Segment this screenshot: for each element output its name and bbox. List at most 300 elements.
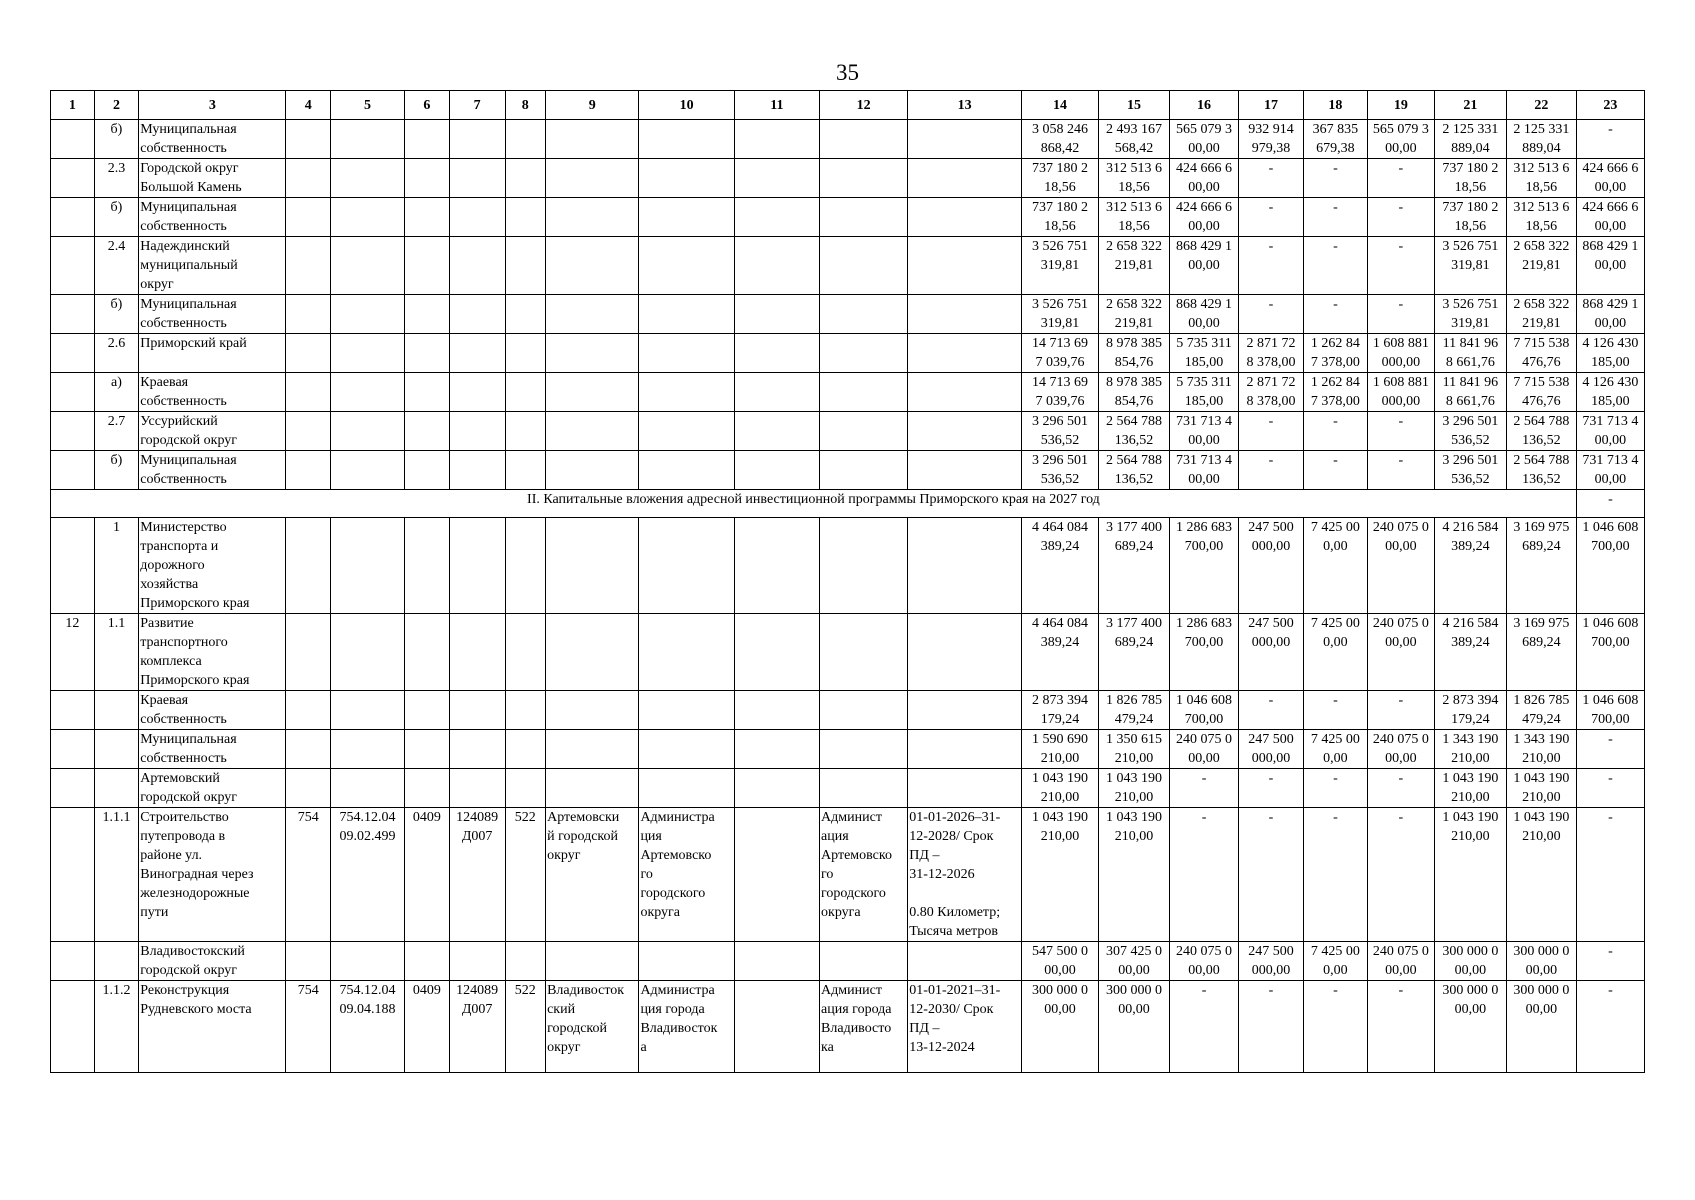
amount-cell: 1 262 84 7 378,00 — [1303, 334, 1367, 373]
code-cell: 124089 Д007 — [449, 808, 505, 942]
developer-cell: Админист ация города Владивосто ка — [820, 981, 908, 1073]
empty-cell — [734, 769, 819, 808]
code-cell — [286, 614, 331, 691]
amount-cell: - — [1303, 808, 1367, 942]
table-row — [51, 808, 1645, 942]
code-cell: 124089 Д007 — [449, 981, 505, 1073]
empty-cell — [405, 373, 450, 412]
empty-cell — [449, 198, 505, 237]
section-row — [51, 490, 1645, 518]
row-name-cell: Городской округ Большой Камень — [139, 159, 286, 198]
amount-cell: 5 735 311 185,00 — [1170, 334, 1239, 373]
amount-cell: 2 564 788 136,52 — [1506, 412, 1576, 451]
table-row — [51, 237, 1645, 295]
empty-cell — [639, 412, 734, 451]
table-row — [51, 412, 1645, 451]
amount-cell: 2 658 322 219,81 — [1506, 295, 1576, 334]
column-header: 9 — [546, 91, 639, 120]
amount-cell: 300 000 0 00,00 — [1434, 981, 1506, 1073]
amount-cell: - — [1303, 412, 1367, 451]
code-cell — [331, 769, 405, 808]
code-cell — [331, 614, 405, 691]
amount-cell: 1 608 881 000,00 — [1367, 373, 1434, 412]
empty-cell — [449, 159, 505, 198]
amount-cell: - — [1576, 769, 1644, 808]
amount-cell: 14 713 69 7 039,76 — [1021, 373, 1098, 412]
amount-cell: - — [1239, 198, 1304, 237]
column-header: 23 — [1576, 91, 1644, 120]
municipality-cell — [546, 691, 639, 730]
column-header: 3 — [139, 91, 286, 120]
table-row — [51, 295, 1645, 334]
row-index-cell — [51, 295, 95, 334]
amount-cell: 424 666 6 00,00 — [1576, 159, 1644, 198]
amount-cell: - — [1239, 981, 1304, 1073]
amount-cell: - — [1239, 691, 1304, 730]
row-name-cell: Краевая собственность — [139, 691, 286, 730]
amount-cell: 300 000 0 00,00 — [1506, 942, 1576, 981]
amount-cell: 4 464 084 389,24 — [1021, 518, 1098, 614]
empty-cell — [405, 120, 450, 159]
amount-cell: - — [1576, 120, 1644, 159]
amount-cell: 868 429 1 00,00 — [1576, 295, 1644, 334]
empty-cell — [639, 451, 734, 490]
amount-cell: 247 500 000,00 — [1239, 518, 1304, 614]
column-header: 7 — [449, 91, 505, 120]
empty-cell — [639, 237, 734, 295]
amount-cell: 868 429 1 00,00 — [1170, 295, 1239, 334]
empty-cell — [505, 334, 546, 373]
term-cell — [908, 942, 1022, 981]
amount-cell: 3 526 751 319,81 — [1434, 295, 1506, 334]
code-cell — [286, 942, 331, 981]
customer-cell — [639, 769, 734, 808]
amount-cell: 1 043 190 210,00 — [1506, 769, 1576, 808]
amount-cell: 868 429 1 00,00 — [1576, 237, 1644, 295]
empty-cell — [405, 295, 450, 334]
empty-cell — [449, 334, 505, 373]
amount-cell: 300 000 0 00,00 — [1021, 981, 1098, 1073]
amount-cell: - — [1576, 730, 1644, 769]
table-row — [51, 373, 1645, 412]
empty-cell — [546, 295, 639, 334]
empty-cell — [405, 334, 450, 373]
amount-cell: - — [1367, 412, 1434, 451]
code-cell — [331, 518, 405, 614]
amount-cell: 1 046 608 700,00 — [1576, 614, 1644, 691]
amount-cell: - — [1367, 295, 1434, 334]
empty-cell — [734, 373, 819, 412]
amount-cell: 312 513 6 18,56 — [1506, 159, 1576, 198]
customer-cell — [639, 518, 734, 614]
code-cell — [505, 942, 546, 981]
row-number-cell — [94, 691, 139, 730]
row-index-cell — [51, 451, 95, 490]
empty-cell — [908, 120, 1022, 159]
empty-cell — [505, 451, 546, 490]
table-row — [51, 159, 1645, 198]
empty-cell — [734, 691, 819, 730]
amount-cell: - — [1303, 295, 1367, 334]
code-cell — [505, 691, 546, 730]
customer-cell — [639, 730, 734, 769]
empty-cell — [286, 451, 331, 490]
code-cell: 754 — [286, 981, 331, 1073]
column-header: 14 — [1021, 91, 1098, 120]
amount-cell: 731 713 4 00,00 — [1170, 412, 1239, 451]
code-cell: 522 — [505, 981, 546, 1073]
row-index-cell — [51, 373, 95, 412]
amount-cell: 312 513 6 18,56 — [1099, 159, 1170, 198]
table-row — [51, 451, 1645, 490]
row-number-cell: 2.6 — [94, 334, 139, 373]
amount-cell: - — [1576, 981, 1644, 1073]
empty-cell — [505, 295, 546, 334]
empty-cell — [820, 120, 908, 159]
empty-cell — [449, 451, 505, 490]
amount-cell: - — [1367, 981, 1434, 1073]
code-cell — [405, 691, 450, 730]
empty-cell — [449, 237, 505, 295]
developer-cell — [820, 691, 908, 730]
amount-cell: 240 075 0 00,00 — [1367, 942, 1434, 981]
amount-cell: 731 713 4 00,00 — [1576, 451, 1644, 490]
empty-cell — [286, 373, 331, 412]
amount-cell: 2 658 322 219,81 — [1506, 237, 1576, 295]
amount-cell: 1 350 615 210,00 — [1099, 730, 1170, 769]
amount-cell: 1 046 608 700,00 — [1576, 518, 1644, 614]
column-header: 1 — [51, 91, 95, 120]
code-cell — [505, 730, 546, 769]
amount-cell: 3 058 246 868,42 — [1021, 120, 1098, 159]
column-header: 11 — [734, 91, 819, 120]
code-cell — [405, 518, 450, 614]
amount-cell: 8 978 385 854,76 — [1099, 334, 1170, 373]
code-cell — [286, 730, 331, 769]
empty-cell — [331, 334, 405, 373]
row-index-cell — [51, 730, 95, 769]
column-header: 16 — [1170, 91, 1239, 120]
empty-cell — [505, 412, 546, 451]
amount-cell: 737 180 2 18,56 — [1434, 198, 1506, 237]
code-cell — [449, 518, 505, 614]
column-header: 21 — [1434, 91, 1506, 120]
amount-cell: 2 564 788 136,52 — [1099, 451, 1170, 490]
column-header: 2 — [94, 91, 139, 120]
amount-cell: - — [1576, 942, 1644, 981]
row-index-cell — [51, 981, 95, 1073]
empty-cell — [908, 159, 1022, 198]
amount-cell: 5 735 311 185,00 — [1170, 373, 1239, 412]
code-cell: 522 — [505, 808, 546, 942]
amount-cell: 2 125 331 889,04 — [1434, 120, 1506, 159]
amount-cell: 1 343 190 210,00 — [1506, 730, 1576, 769]
amount-cell: 2 493 167 568,42 — [1099, 120, 1170, 159]
empty-cell — [286, 237, 331, 295]
row-name-cell: Муниципальная собственность — [139, 198, 286, 237]
empty-cell — [639, 334, 734, 373]
empty-cell — [734, 518, 819, 614]
table-row — [51, 769, 1645, 808]
code-cell — [405, 769, 450, 808]
row-name-cell: Артемовский городской округ — [139, 769, 286, 808]
empty-cell — [734, 159, 819, 198]
municipality-cell: Артемовски й городской округ — [546, 808, 639, 942]
investment-table — [50, 90, 1645, 1073]
empty-cell — [546, 198, 639, 237]
column-header: 22 — [1506, 91, 1576, 120]
amount-cell: 247 500 000,00 — [1239, 730, 1304, 769]
municipality-cell — [546, 942, 639, 981]
column-header: 17 — [1239, 91, 1304, 120]
amount-cell: 2 564 788 136,52 — [1506, 451, 1576, 490]
amount-cell: - — [1367, 237, 1434, 295]
code-cell — [449, 730, 505, 769]
empty-cell — [734, 981, 819, 1073]
row-number-cell: 1 — [94, 518, 139, 614]
amount-cell: - — [1239, 295, 1304, 334]
amount-cell: - — [1367, 691, 1434, 730]
empty-cell — [505, 120, 546, 159]
empty-cell — [734, 334, 819, 373]
amount-cell: 307 425 0 00,00 — [1099, 942, 1170, 981]
empty-cell — [449, 373, 505, 412]
code-cell — [286, 769, 331, 808]
row-index-cell — [51, 120, 95, 159]
term-cell: 01-01-2026–31- 12-2028/ Срок ПД – 31-12-2026 0.80 Километр; Тысяча метров — [908, 808, 1022, 942]
empty-cell — [405, 159, 450, 198]
municipality-cell: Владивосток ский городской округ — [546, 981, 639, 1073]
municipality-cell — [546, 518, 639, 614]
table-row — [51, 730, 1645, 769]
code-cell — [405, 730, 450, 769]
amount-cell: 3 296 501 536,52 — [1434, 412, 1506, 451]
empty-cell — [331, 198, 405, 237]
amount-cell: 3 169 975 689,24 — [1506, 614, 1576, 691]
row-number-cell: 1.1.2 — [94, 981, 139, 1073]
customer-cell: Администра ция Артемовско го городского округа — [639, 808, 734, 942]
code-cell — [449, 614, 505, 691]
section-title: II. Капитальные вложения адресной инвестиционной программы Приморского края на 2027 год — [51, 490, 1577, 518]
empty-cell — [505, 159, 546, 198]
empty-cell — [639, 373, 734, 412]
amount-cell: 7 425 00 0,00 — [1303, 942, 1367, 981]
table-row — [51, 518, 1645, 614]
amount-cell: 2 658 322 219,81 — [1099, 295, 1170, 334]
term-cell — [908, 518, 1022, 614]
row-number-cell: 1.1.1 — [94, 808, 139, 942]
amount-cell: 424 666 6 00,00 — [1170, 198, 1239, 237]
row-number-cell — [94, 769, 139, 808]
amount-cell: 4 464 084 389,24 — [1021, 614, 1098, 691]
row-index-cell — [51, 198, 95, 237]
table-row — [51, 981, 1645, 1073]
code-cell: 0409 — [405, 981, 450, 1073]
code-cell: 754.12.04 09.04.188 — [331, 981, 405, 1073]
amount-cell: 1 826 785 479,24 — [1506, 691, 1576, 730]
amount-cell: 2 871 72 8 378,00 — [1239, 334, 1304, 373]
amount-cell: 7 715 538 476,76 — [1506, 334, 1576, 373]
row-name-cell: Муниципальная собственность — [139, 730, 286, 769]
table-row — [51, 942, 1645, 981]
empty-cell — [546, 120, 639, 159]
empty-cell — [546, 334, 639, 373]
amount-cell: 737 180 2 18,56 — [1021, 198, 1098, 237]
page-number: 35 — [836, 60, 859, 85]
row-index-cell — [51, 412, 95, 451]
empty-cell — [820, 334, 908, 373]
empty-cell — [908, 412, 1022, 451]
empty-cell — [449, 120, 505, 159]
amount-cell: - — [1239, 769, 1304, 808]
empty-cell — [820, 451, 908, 490]
amount-cell: 737 180 2 18,56 — [1434, 159, 1506, 198]
row-name-cell: Развитие транспортного комплекса Приморского края — [139, 614, 286, 691]
empty-cell — [546, 451, 639, 490]
row-number-cell — [94, 730, 139, 769]
amount-cell: 7 425 00 0,00 — [1303, 518, 1367, 614]
code-cell: 0409 — [405, 808, 450, 942]
amount-cell: 4 126 430 185,00 — [1576, 373, 1644, 412]
amount-cell: 731 713 4 00,00 — [1576, 412, 1644, 451]
customer-cell: Администра ция города Владивосток а — [639, 981, 734, 1073]
code-cell — [331, 691, 405, 730]
amount-cell: 2 873 394 179,24 — [1021, 691, 1098, 730]
amount-cell: 1 046 608 700,00 — [1576, 691, 1644, 730]
amount-cell: 3 177 400 689,24 — [1099, 614, 1170, 691]
row-index-cell — [51, 159, 95, 198]
code-cell — [286, 518, 331, 614]
row-number-cell: 2.3 — [94, 159, 139, 198]
code-cell: 754 — [286, 808, 331, 942]
empty-cell — [734, 808, 819, 942]
amount-cell: - — [1303, 981, 1367, 1073]
amount-cell: 3 296 501 536,52 — [1021, 412, 1098, 451]
row-index-cell — [51, 769, 95, 808]
empty-cell — [286, 120, 331, 159]
empty-cell — [639, 198, 734, 237]
code-cell — [331, 942, 405, 981]
code-cell — [331, 730, 405, 769]
term-cell — [908, 614, 1022, 691]
amount-cell: 1 043 190 210,00 — [1021, 769, 1098, 808]
empty-cell — [449, 412, 505, 451]
empty-cell — [908, 295, 1022, 334]
column-header: 18 — [1303, 91, 1367, 120]
empty-cell — [286, 198, 331, 237]
code-cell — [405, 942, 450, 981]
amount-cell: 240 075 0 00,00 — [1367, 518, 1434, 614]
empty-cell — [286, 334, 331, 373]
empty-cell — [546, 159, 639, 198]
amount-cell: 1 286 683 700,00 — [1170, 614, 1239, 691]
amount-cell: 565 079 3 00,00 — [1170, 120, 1239, 159]
amount-cell: 7 425 00 0,00 — [1303, 614, 1367, 691]
customer-cell — [639, 942, 734, 981]
row-index-cell — [51, 518, 95, 614]
empty-cell — [820, 237, 908, 295]
amount-cell: - — [1367, 808, 1434, 942]
amount-cell: - — [1239, 159, 1304, 198]
row-number-cell: а) — [94, 373, 139, 412]
row-name-cell: Краевая собственность — [139, 373, 286, 412]
amount-cell: - — [1367, 198, 1434, 237]
amount-cell: 7 425 00 0,00 — [1303, 730, 1367, 769]
empty-cell — [820, 198, 908, 237]
row-number-cell: б) — [94, 198, 139, 237]
empty-cell — [734, 614, 819, 691]
empty-cell — [734, 451, 819, 490]
code-cell — [286, 691, 331, 730]
row-index-cell — [51, 691, 95, 730]
amount-cell: 300 000 0 00,00 — [1099, 981, 1170, 1073]
row-number-cell: 1.1 — [94, 614, 139, 691]
amount-cell: 240 075 0 00,00 — [1170, 942, 1239, 981]
developer-cell — [820, 518, 908, 614]
amount-cell: - — [1367, 159, 1434, 198]
developer-cell: Админист ация Артемовско го городского округа — [820, 808, 908, 942]
customer-cell — [639, 691, 734, 730]
amount-cell: 2 871 72 8 378,00 — [1239, 373, 1304, 412]
empty-cell — [546, 412, 639, 451]
amount-cell: 312 513 6 18,56 — [1506, 198, 1576, 237]
amount-cell: 14 713 69 7 039,76 — [1021, 334, 1098, 373]
row-number-cell — [94, 942, 139, 981]
column-header: 12 — [820, 91, 908, 120]
customer-cell — [639, 614, 734, 691]
amount-cell: 3 169 975 689,24 — [1506, 518, 1576, 614]
empty-cell — [405, 451, 450, 490]
row-index-cell — [51, 808, 95, 942]
code-cell — [449, 769, 505, 808]
amount-cell: 1 043 190 210,00 — [1434, 769, 1506, 808]
empty-cell — [505, 198, 546, 237]
empty-cell — [820, 295, 908, 334]
empty-cell — [820, 373, 908, 412]
amount-cell: 3 296 501 536,52 — [1434, 451, 1506, 490]
developer-cell — [820, 769, 908, 808]
amount-cell: 247 500 000,00 — [1239, 942, 1304, 981]
amount-cell: 932 914 979,38 — [1239, 120, 1304, 159]
row-number-cell: б) — [94, 120, 139, 159]
row-name-cell: Муниципальная собственность — [139, 451, 286, 490]
amount-cell: - — [1367, 769, 1434, 808]
empty-cell — [286, 295, 331, 334]
empty-cell — [331, 295, 405, 334]
column-header: 13 — [908, 91, 1022, 120]
row-name-cell: Министерство транспорта и дорожного хозяйства Приморского края — [139, 518, 286, 614]
empty-cell — [331, 237, 405, 295]
amount-cell: - — [1303, 237, 1367, 295]
amount-cell: - — [1170, 769, 1239, 808]
term-cell: 01-01-2021–31- 12-2030/ Срок ПД – 13-12-2024 — [908, 981, 1022, 1073]
empty-cell — [734, 120, 819, 159]
amount-cell: 565 079 3 00,00 — [1367, 120, 1434, 159]
amount-cell: 1 262 84 7 378,00 — [1303, 373, 1367, 412]
amount-cell: 2 873 394 179,24 — [1434, 691, 1506, 730]
column-header: 4 — [286, 91, 331, 120]
amount-cell: 300 000 0 00,00 — [1434, 942, 1506, 981]
amount-cell: 2 658 322 219,81 — [1099, 237, 1170, 295]
empty-cell — [331, 451, 405, 490]
empty-cell — [820, 159, 908, 198]
amount-cell: 1 608 881 000,00 — [1367, 334, 1434, 373]
amount-cell: 3 177 400 689,24 — [1099, 518, 1170, 614]
amount-cell: 4 216 584 389,24 — [1434, 614, 1506, 691]
empty-cell — [405, 198, 450, 237]
developer-cell — [820, 614, 908, 691]
amount-cell: 2 125 331 889,04 — [1506, 120, 1576, 159]
